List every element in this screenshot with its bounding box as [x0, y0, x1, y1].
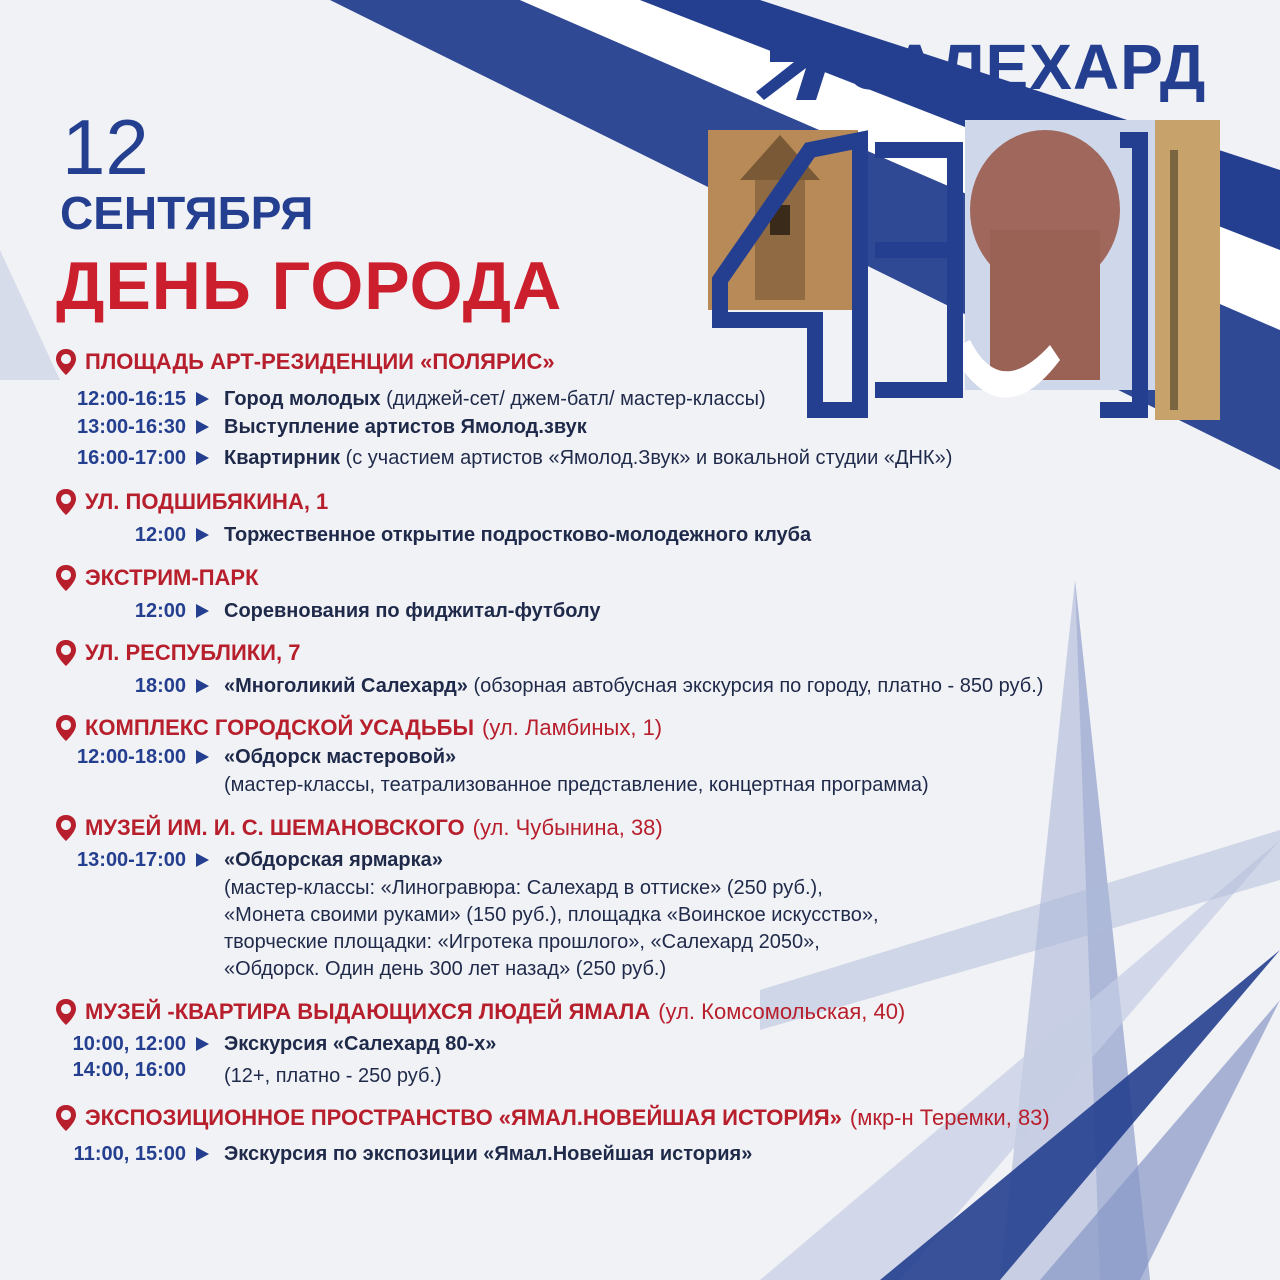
play-arrow-icon [196, 528, 209, 542]
event-title: ДЕНЬ ГОРОДА [56, 248, 563, 324]
play-arrow-icon [196, 392, 209, 406]
venue-name: МУЗЕЙ -КВАРТИРА ВЫДАЮЩИХСЯ ЛЮДЕЙ ЯМАЛА [85, 999, 651, 1024]
event-description [224, 1033, 496, 1056]
event-description [224, 388, 766, 411]
event-title-text: Экскурсия «Салехард 80-х» [224, 1033, 497, 1055]
event-time: 13:00-17:00 [77, 849, 186, 871]
event-time: 18:00 [134, 675, 186, 697]
event-time: 12:00-16:15 [77, 388, 186, 410]
event-note: «Обдорск. Один день 300 лет назад» (250 руб.) [224, 958, 667, 980]
venue-address: (ул. Ламбиных, 1) [482, 715, 663, 740]
event-title-text: Соревнования по фиджитал-футболу [224, 600, 601, 622]
event-time: 13:00-16:30 [77, 416, 186, 438]
event-time: 11:00, 15:00 [73, 1143, 186, 1165]
venue-heading [56, 563, 259, 593]
play-arrow-icon [196, 853, 209, 867]
venue-address: (ул. Комсомольская, 40) [658, 999, 906, 1024]
venue-heading [56, 487, 328, 517]
event-title-text: Торжественное открытие подростково-молодежного клуба [224, 524, 812, 546]
event-description [224, 746, 456, 769]
event-title-text: «Многоликий Салехард» [224, 675, 468, 697]
date-day: 12 [62, 103, 149, 191]
location-pin-icon [56, 565, 76, 591]
event-description [224, 600, 600, 623]
location-pin-icon [56, 1105, 76, 1131]
event-note: (12+, платно - 250 руб.) [224, 1065, 442, 1087]
event-description [224, 416, 587, 439]
location-pin-icon [56, 999, 76, 1025]
venue-name: ЭКСТРИМ-ПАРК [85, 565, 259, 590]
event-description [224, 447, 952, 470]
venue-name: ЭКСПОЗИЦИОННОЕ ПРОСТРАНСТВО «ЯМАЛ.НОВЕЙШАЯ ИСТОРИЯ» [85, 1105, 842, 1130]
logo-arrow-icon [756, 44, 834, 102]
play-arrow-icon [196, 451, 209, 465]
event-title-text: Экскурсия по экспозиции «Ямал.Новейшая история» [224, 1143, 753, 1165]
date-month: СЕНТЯБРЯ [60, 187, 314, 239]
event-title-text: «Обдорская ярмарка» [224, 849, 443, 871]
location-pin-icon [56, 815, 76, 841]
play-arrow-icon [196, 1147, 209, 1161]
play-arrow-icon [196, 604, 209, 618]
event-note: (мастер-классы, театрализованное представление, концертная программа) [224, 774, 929, 796]
anniversary-graphic [700, 110, 1230, 440]
venue-heading [56, 1103, 1050, 1133]
venue-name: КОМПЛЕКС ГОРОДСКОЙ УСАДЬБЫ [85, 715, 475, 740]
location-pin-icon [56, 715, 76, 741]
event-title-text: Квартирник [224, 447, 341, 469]
venue-address: (ул. Чубынина, 38) [472, 815, 663, 840]
event-description [224, 849, 443, 872]
event-details: (с участием артистов «Ямолод.Звук» и вокальной студии «ДНК») [340, 447, 953, 469]
venue-heading [56, 713, 662, 743]
event-time: 12:00-18:00 [77, 746, 186, 768]
venue-heading [56, 997, 905, 1027]
play-arrow-icon [196, 1037, 209, 1051]
event-description [224, 524, 811, 547]
event-note: «Монета своими руками» (150 руб.), площадка «Воинское искусство», [224, 904, 879, 926]
play-arrow-icon [196, 420, 209, 434]
event-details: (обзорная автобусная экскурсия по городу, платно - 850 руб.) [467, 675, 1044, 697]
event-details: (диджей-сет/ джем-батл/ мастер-классы) [380, 388, 766, 410]
venue-name: ПЛОЩАДЬ АРТ-РЕЗИДЕНЦИИ «ПОЛЯРИС» [85, 349, 555, 374]
venue-heading [56, 347, 555, 377]
venue-heading [56, 813, 663, 843]
venue-name: УЛ. РЕСПУБЛИКИ, 7 [85, 640, 301, 665]
location-pin-icon [56, 489, 76, 515]
play-arrow-icon [196, 750, 209, 764]
event-time: 12:00 [134, 600, 186, 622]
event-note: (мастер-классы: «Линогравюра: Салехард в оттиске» (250 руб.), [224, 877, 823, 899]
venue-address: (мкр-н Теремки, 83) [849, 1105, 1050, 1130]
event-description [224, 675, 1043, 698]
event-time: 10:00, 12:00 [72, 1033, 186, 1055]
event-title-text: Выступление артистов Ямолод.звук [224, 416, 587, 438]
event-time: 16:00-17:00 [77, 447, 186, 469]
play-arrow-icon [196, 679, 209, 693]
city-logo-text: САЛЕХАРД [846, 31, 1207, 103]
venue-name: УЛ. ПОДШИБЯКИНА, 1 [85, 489, 329, 514]
location-pin-icon [56, 640, 76, 666]
event-description [224, 1143, 752, 1166]
event-time: 14:00, 16:00 [72, 1059, 186, 1081]
venue-name: МУЗЕЙ ИМ. И. С. ШЕМАНОВСКОГО [85, 815, 465, 840]
event-title-text: «Обдорск мастеровой» [224, 746, 457, 768]
event-time: 12:00 [134, 524, 186, 546]
event-title-text: Город молодых [224, 388, 381, 410]
event-note: творческие площадки: «Игротека прошлого», «Салехард 2050», [224, 931, 820, 953]
venue-heading [56, 638, 300, 668]
location-pin-icon [56, 349, 76, 375]
